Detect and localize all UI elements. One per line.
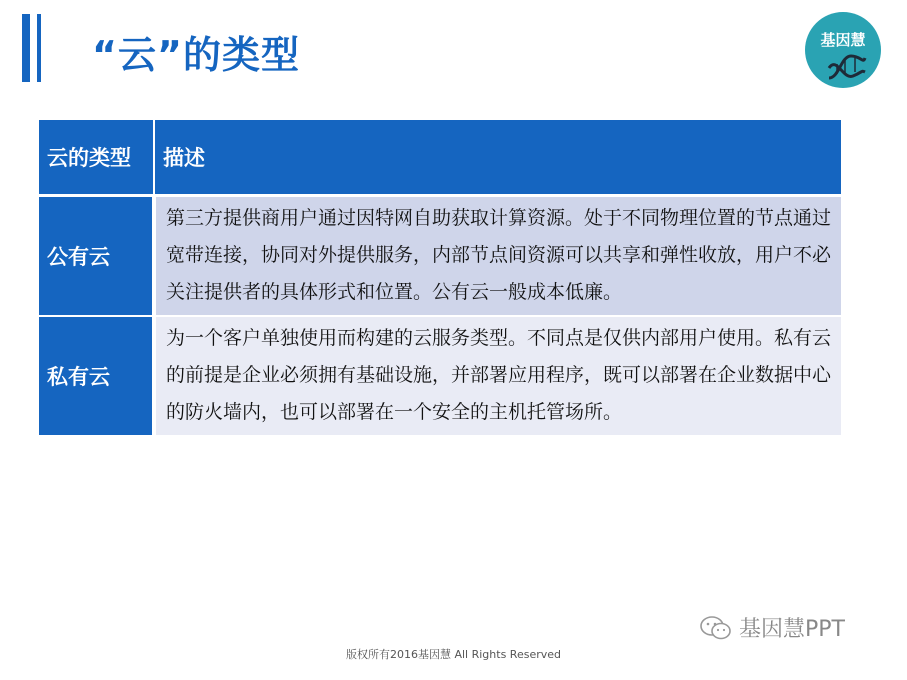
cloud-types-table (39, 120, 841, 437)
table-row (39, 196, 841, 317)
wechat-icon (699, 614, 733, 642)
logo-text: 基因慧 (820, 31, 866, 49)
table-header-row (39, 120, 841, 196)
watermark-text: 基因慧PPT (739, 617, 845, 642)
copyright-footer: 版权所有2016基因慧 All Rights Reserved (345, 648, 561, 661)
brand-logo (805, 12, 881, 88)
header-description: 描述 (154, 120, 841, 196)
table-row (39, 316, 841, 436)
cloud-type-cell: 私有云 (39, 316, 154, 436)
cloud-type-cell: 公有云 (39, 196, 154, 317)
dna-icon (827, 52, 867, 82)
description-cell: 第三方提供商用户通过因特网自助获取计算资源。处于不同物理位置的节点通过宽带连接，协同对外提供服务，内部节点间资源可以共享和弹性收放，用户不必关注提供者的具体形式和位置。公有云一般成本低廉。 (154, 196, 841, 317)
description-cell: 为一个客户单独使用而构建的云服务类型。不同点是仅供内部用户使用。私有云的前提是企业必须拥有基础设施，并部署应用程序，既可以部署在企业数据中心的防火墙内，也可以部署在一个安全的主机托管场所。 (154, 316, 841, 436)
title-accent-bar (22, 14, 30, 82)
header-type: 云的类型 (39, 120, 154, 196)
title-accent-bar-thin (37, 14, 41, 82)
wechat-watermark (699, 612, 845, 643)
slide-title: “云”的类型 (92, 33, 300, 77)
